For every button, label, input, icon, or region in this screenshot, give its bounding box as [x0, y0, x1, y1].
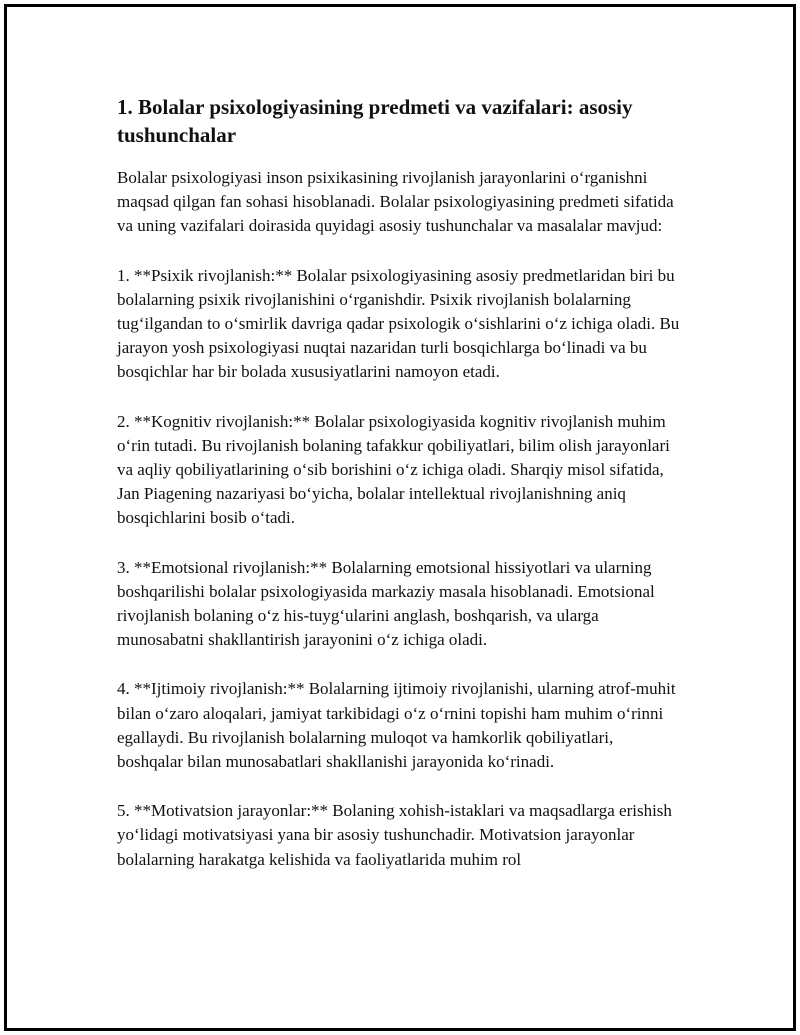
- document-body: [117, 93, 683, 872]
- intro-paragraph: Bolalar psixologiyasi inson psixikasining rivojlanish jarayonlarini o‘rganishni maqsad qilgan fan sohasi hisoblanadi. Bolalar psixologiyasining predmeti sifatida va uning vazifalari doirasida quyidagi asosiy tushunchalar va masalalar mavjud:: [117, 168, 674, 236]
- paragraph-psychic-development: 1. **Psixik rivojlanish:** Bolalar psixologiyasining asosiy predmetlaridan biri bu bolalarning psixik rivojlanishini o‘rganishdir. Psixik rivojlanish bolalarning tug‘ilgandan to o‘smirlik davriga qadar psixologik o‘sishlarini o‘z ichiga oladi. Bu jarayon yosh psixologiyasi nuqtai nazaridan turli bosqichlarga bo‘linadi va bu bosqichlar har bir bolada xususiyatlarini namoyon etadi.: [117, 265, 680, 382]
- paragraph-social-development: 4. **Ijtimoiy rivojlanish:** Bolalarning ijtimoiy rivojlanishi, ularning atrof-muhit bilan o‘zaro aloqalari, jamiyat tarkibidagi o‘z o‘rnini topishi ham muhim o‘rinni egallaydi. Bu rivojlanish bolalarning muloqot va hamkorlik qobiliyatlari, boshqalar bilan munosabatlari shakllanishi jarayonida ko‘rinadi.: [117, 679, 676, 772]
- paragraph-emotional-development: 3. **Emotsional rivojlanish:** Bolalarning emotsional hissiyotlari va ularning boshqarilishi bolalar psixologiyasida markaziy masala hisoblanadi. Emotsional rivojlanish bolaning o‘z his-tuyg‘ularini anglash, boshqarish, va ularga munosabatni shakllantirish jarayonini o‘z ichiga oladi.: [117, 557, 655, 650]
- document-title: 1. Bolalar psixologiyasining predmeti va vazifalari: asosiy tushunchalar: [117, 95, 633, 147]
- paragraph-motivational-processes: 5. **Motivatsion jarayonlar:** Bolaning xohish-istaklari va maqsadlarga erishish yo‘lidagi motivatsiyasi yana bir asosiy tushunchadir. Motivatsion jarayonlar bolalarning harakatga kelishida va faoliyatlarida muhim rol: [117, 801, 672, 869]
- paragraph-cognitive-development: 2. **Kognitiv rivojlanish:** Bolalar psixologiyasida kognitiv rivojlanish muhim o‘rin tutadi. Bu rivojlanish bolaning tafakkur qobiliyatlari, bilim olish jarayonlari va aqliy qobiliyatlarining o‘sib borishini o‘z ichiga oladi. Sharqiy misol sifatida, Jan Piagening nazariyasi bo‘yicha, bolalar intellektual rivojlanishning aniq bosqichlarini bosib o‘tadi.: [117, 411, 670, 528]
